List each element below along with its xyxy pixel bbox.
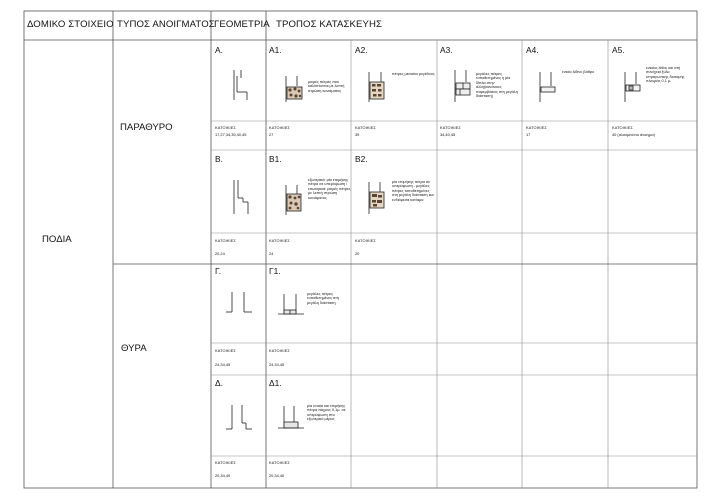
method-code: Α2.	[355, 45, 368, 55]
residences-label: ΚΑΤΟΙΚΙΕΣ	[215, 460, 236, 465]
residences-value: 24,34,45	[269, 362, 285, 367]
geometry-code: Β.	[215, 154, 223, 164]
residences-label: ΚΑΤΟΙΚΙΕΣ	[526, 125, 547, 130]
opening-type-door: ΘΥΡΑ	[121, 343, 147, 354]
stone-sill-sketch	[537, 72, 559, 104]
opening-type-window: ΠΑΡΑΘΥΡΟ	[120, 122, 173, 133]
geometry-code: Α.	[215, 45, 223, 55]
stone-threshold-sketch	[278, 404, 304, 434]
residences-value: 20,34,40	[215, 473, 231, 478]
method-code: Γ1.	[269, 266, 281, 276]
header-construction: ΤΡΟΠΟΣ ΚΑΤΑΣΚΕΥΗΣ	[276, 19, 383, 30]
residences-label: ΚΑΤΟΙΚΙΕΣ	[215, 348, 236, 353]
residences-label: ΚΑΤΟΙΚΙΕΣ	[355, 125, 376, 130]
residences-value: 20	[355, 251, 360, 256]
method-note: ενιαίο λίθινο βάθρο	[562, 70, 595, 74]
method-note: ενιαίος λίθος και στη συνέχεια ξύλο τετραγωνικής διατομής πλευράς 0,1 μ.	[646, 66, 685, 84]
method-note: μικρές πέτρες που καλύπτονται με λεπτή στρώση κονιάματος	[308, 80, 345, 93]
residences-value: 20,34,40	[269, 473, 285, 478]
method-code: Α3.	[440, 45, 453, 55]
header-element: ΔΟΜΙΚΟ ΣΤΟΙΧΕΙΟ	[27, 19, 114, 30]
method-code: Β2.	[355, 154, 368, 164]
stone-threshold-sketch	[278, 292, 304, 320]
geometry-code: Δ.	[215, 378, 223, 388]
sill-section-sketch	[229, 70, 253, 102]
method-note: μεγάλες πέτρες τοποθετημένες η μία δίπλα στην άλλη(κανόνικες παρεμβύσεις στη μεγάλη διάσταση)	[476, 72, 518, 99]
residences-value: 24	[269, 251, 274, 256]
threshold-section-sketch	[226, 403, 252, 435]
residences-label: ΚΑΤΟΙΚΙΕΣ	[269, 348, 290, 353]
method-note: μία επιμήκης πέτρα σε υπερύψωση - μεγάλες πέτρες τοποθετημένες στη μεγάλη διάσταση και ενδιάμεσα κονίαμα	[392, 180, 434, 202]
stone-sill-sketch	[452, 70, 474, 104]
element-name: ΠΟΔΙΑ	[42, 234, 72, 245]
method-code: Β1.	[269, 154, 282, 164]
sill-section-sketch	[229, 180, 253, 216]
residences-value: 34,40,45	[440, 132, 456, 137]
residences-label: ΚΑΤΟΙΚΙΕΣ	[612, 125, 633, 130]
residences-value: 27	[269, 132, 274, 137]
method-note: εξωτερικά: μία επιμήκης πέτρα σε υπερύψωση / εσωτερικά: μικρές πέτρες με λεπτή στρώση κονιάματος	[308, 178, 351, 200]
stone-sill-sketch	[366, 72, 388, 104]
method-note: μεγάλες πέτρες τοποθετημένες στη μεγάλη διάσταση	[307, 292, 339, 305]
header-opening-type: ΤΥΠΟΣ ΑΝΟΙΓΜΑΤΟΣ	[117, 19, 215, 30]
residences-value: 40 (αλουμινένιο άνοιγμα)	[612, 132, 655, 137]
residences-label: ΚΑΤΟΙΚΙΕΣ	[215, 238, 236, 243]
threshold-section-sketch	[226, 290, 252, 320]
method-code: Δ1.	[269, 378, 282, 388]
residences-label: ΚΑΤΟΙΚΙΕΣ	[269, 238, 290, 243]
residences-label: ΚΑΤΟΙΚΙΕΣ	[355, 238, 376, 243]
stone-sill-sketch	[622, 72, 644, 104]
header-geometry: ΓΕΟΜΕΤΡΙΑ	[214, 19, 270, 30]
stone-sill-sketch	[283, 76, 305, 104]
method-code: Α1.	[269, 45, 282, 55]
method-code: Α4.	[526, 45, 539, 55]
residences-value: 17,27,34,39,40,45	[215, 132, 247, 137]
residences-value: 17	[526, 132, 531, 137]
geometry-code: Γ.	[215, 266, 222, 276]
residences-value: 24,34,45	[215, 362, 231, 367]
residences-value: 39	[355, 132, 360, 137]
residences-value: 20,24	[215, 251, 225, 256]
residences-label: ΚΑΤΟΙΚΙΕΣ	[440, 125, 461, 130]
stone-sill-sketch	[283, 185, 305, 217]
residences-label: ΚΑΤΟΙΚΙΕΣ	[269, 125, 290, 130]
stone-sill-sketch	[366, 182, 388, 216]
residences-label: ΚΑΤΟΙΚΙΕΣ	[215, 125, 236, 130]
method-note: πέτρες μεσαίου μεγέθους	[392, 72, 435, 76]
residences-label: ΚΑΤΟΙΚΙΕΣ	[269, 460, 290, 465]
method-code: Α5.	[612, 45, 625, 55]
method-note: μία ενιαία και επιμήκης πέτρα πάχους 0,1μ. σε υπερύψωση στο εξωτερικό μέρος	[307, 404, 346, 422]
